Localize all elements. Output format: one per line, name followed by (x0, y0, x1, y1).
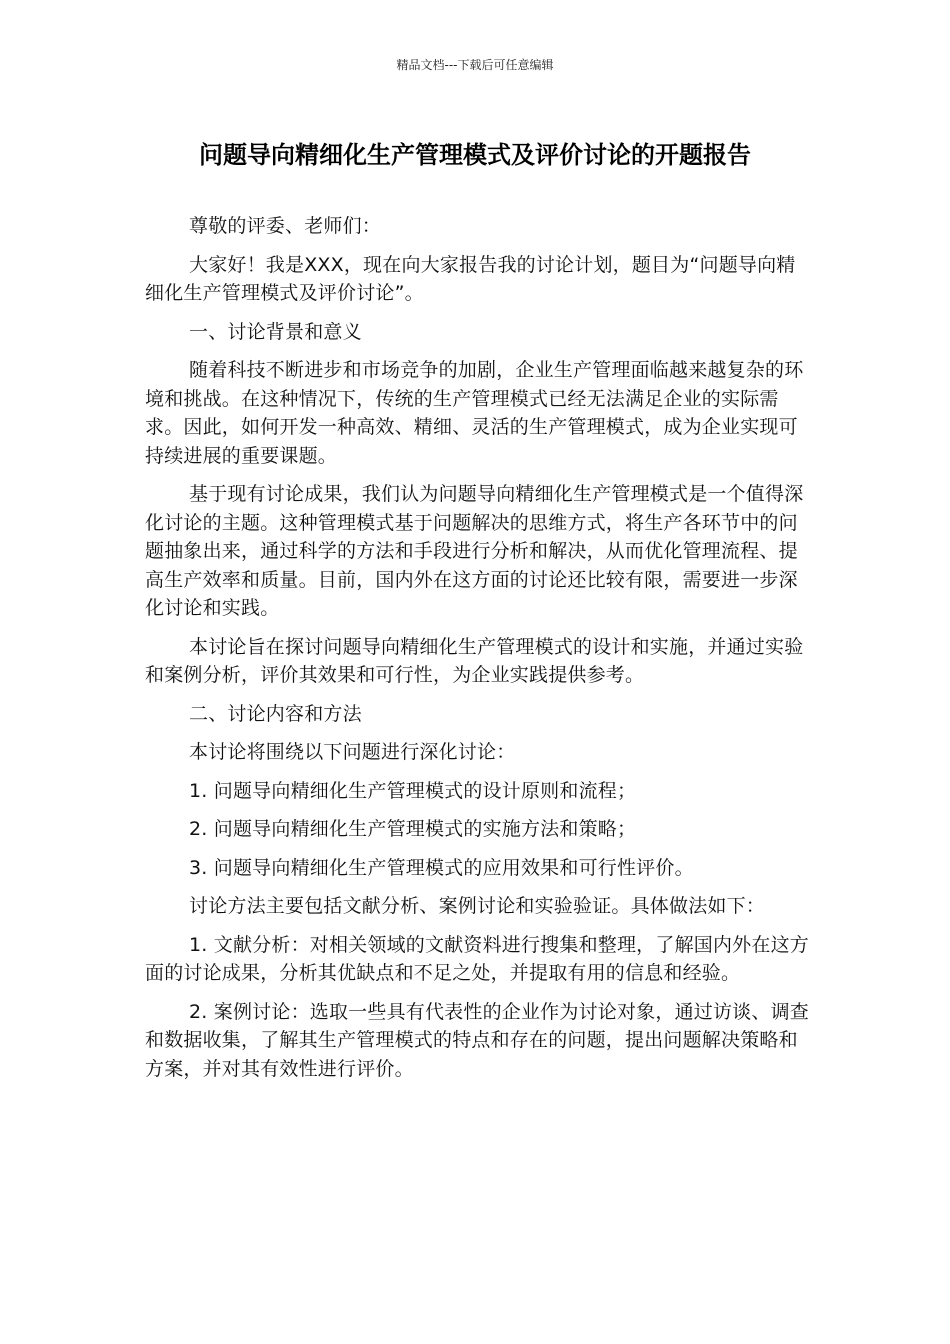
section-heading-content-methods: 二、讨论内容和方法 (189, 702, 362, 725)
body-paragraph: 本讨论旨在探讨问题导向精细化生产管理模式的设计和实施，并通过实验和案例分析，评价其效果和可行性，为企业实践提供参考。 (145, 635, 804, 686)
body-paragraph: 随着科技不断进步和市场竞争的加剧，企业生产管理面临越来越复杂的环境和挑战。在这种情况下，传统的生产管理模式已经无法满足企业的实际需求。因此，如何开发一种高效、精细、灵活的生产管理模式，成为企业实现可持续进展的重要课题。 (145, 359, 804, 467)
list-item: 1. 文献分析：对相关领域的文献资料进行搜集和整理，了解国内外在这方面的讨论成果，分析其优缺点和不足之处，并提取有用的信息和经验。 (145, 933, 809, 984)
body-paragraph: 本讨论将围绕以下问题进行深化讨论： (189, 741, 516, 763)
section-heading-background: 一、讨论背景和意义 (189, 320, 362, 343)
body-paragraph: 基于现有讨论成果，我们认为问题导向精细化生产管理模式是一个值得深化讨论的主题。这种管理模式基于问题解决的思维方式，将生产各环节中的问题抽象出来，通过科学的方法和手段进行分析和解决，从而优化管理流程、提高生产效率和质量。目前，国内外在这方面的讨论还比较有限，需要进一步深化讨论和实践。 (145, 483, 804, 619)
document-body (145, 212, 810, 1093)
list-item: 2. 问题导向精细化生产管理模式的实施方法和策略； (189, 818, 637, 840)
list-item: 1. 问题导向精细化生产管理模式的设计原则和流程； (189, 779, 637, 802)
list-item: 2. 案例讨论：选取一些具有代表性的企业作为讨论对象，通过访谈、调查和数据收集，了解其生产管理模式的特点和存在的问题，提出问题解决策略和方案，并对其有效性进行评价。 (145, 1000, 809, 1080)
header-note: 精品文档---下载后可任意编辑 (396, 58, 554, 72)
list-item: 3. 问题导向精细化生产管理模式的应用效果和可行性评价。 (189, 856, 694, 879)
document-title: 问题导向精细化生产管理模式及评价讨论的开题报告 (199, 141, 751, 169)
intro-paragraph: 大家好！我是XXX，现在向大家报告我的讨论计划，题目为“问题导向精细化生产管理模式及评价讨论”。 (145, 253, 796, 304)
body-paragraph: 讨论方法主要包括文献分析、案例讨论和实验验证。具体做法如下： (189, 895, 766, 917)
salutation: 尊敬的评委、老师们： (189, 215, 382, 237)
